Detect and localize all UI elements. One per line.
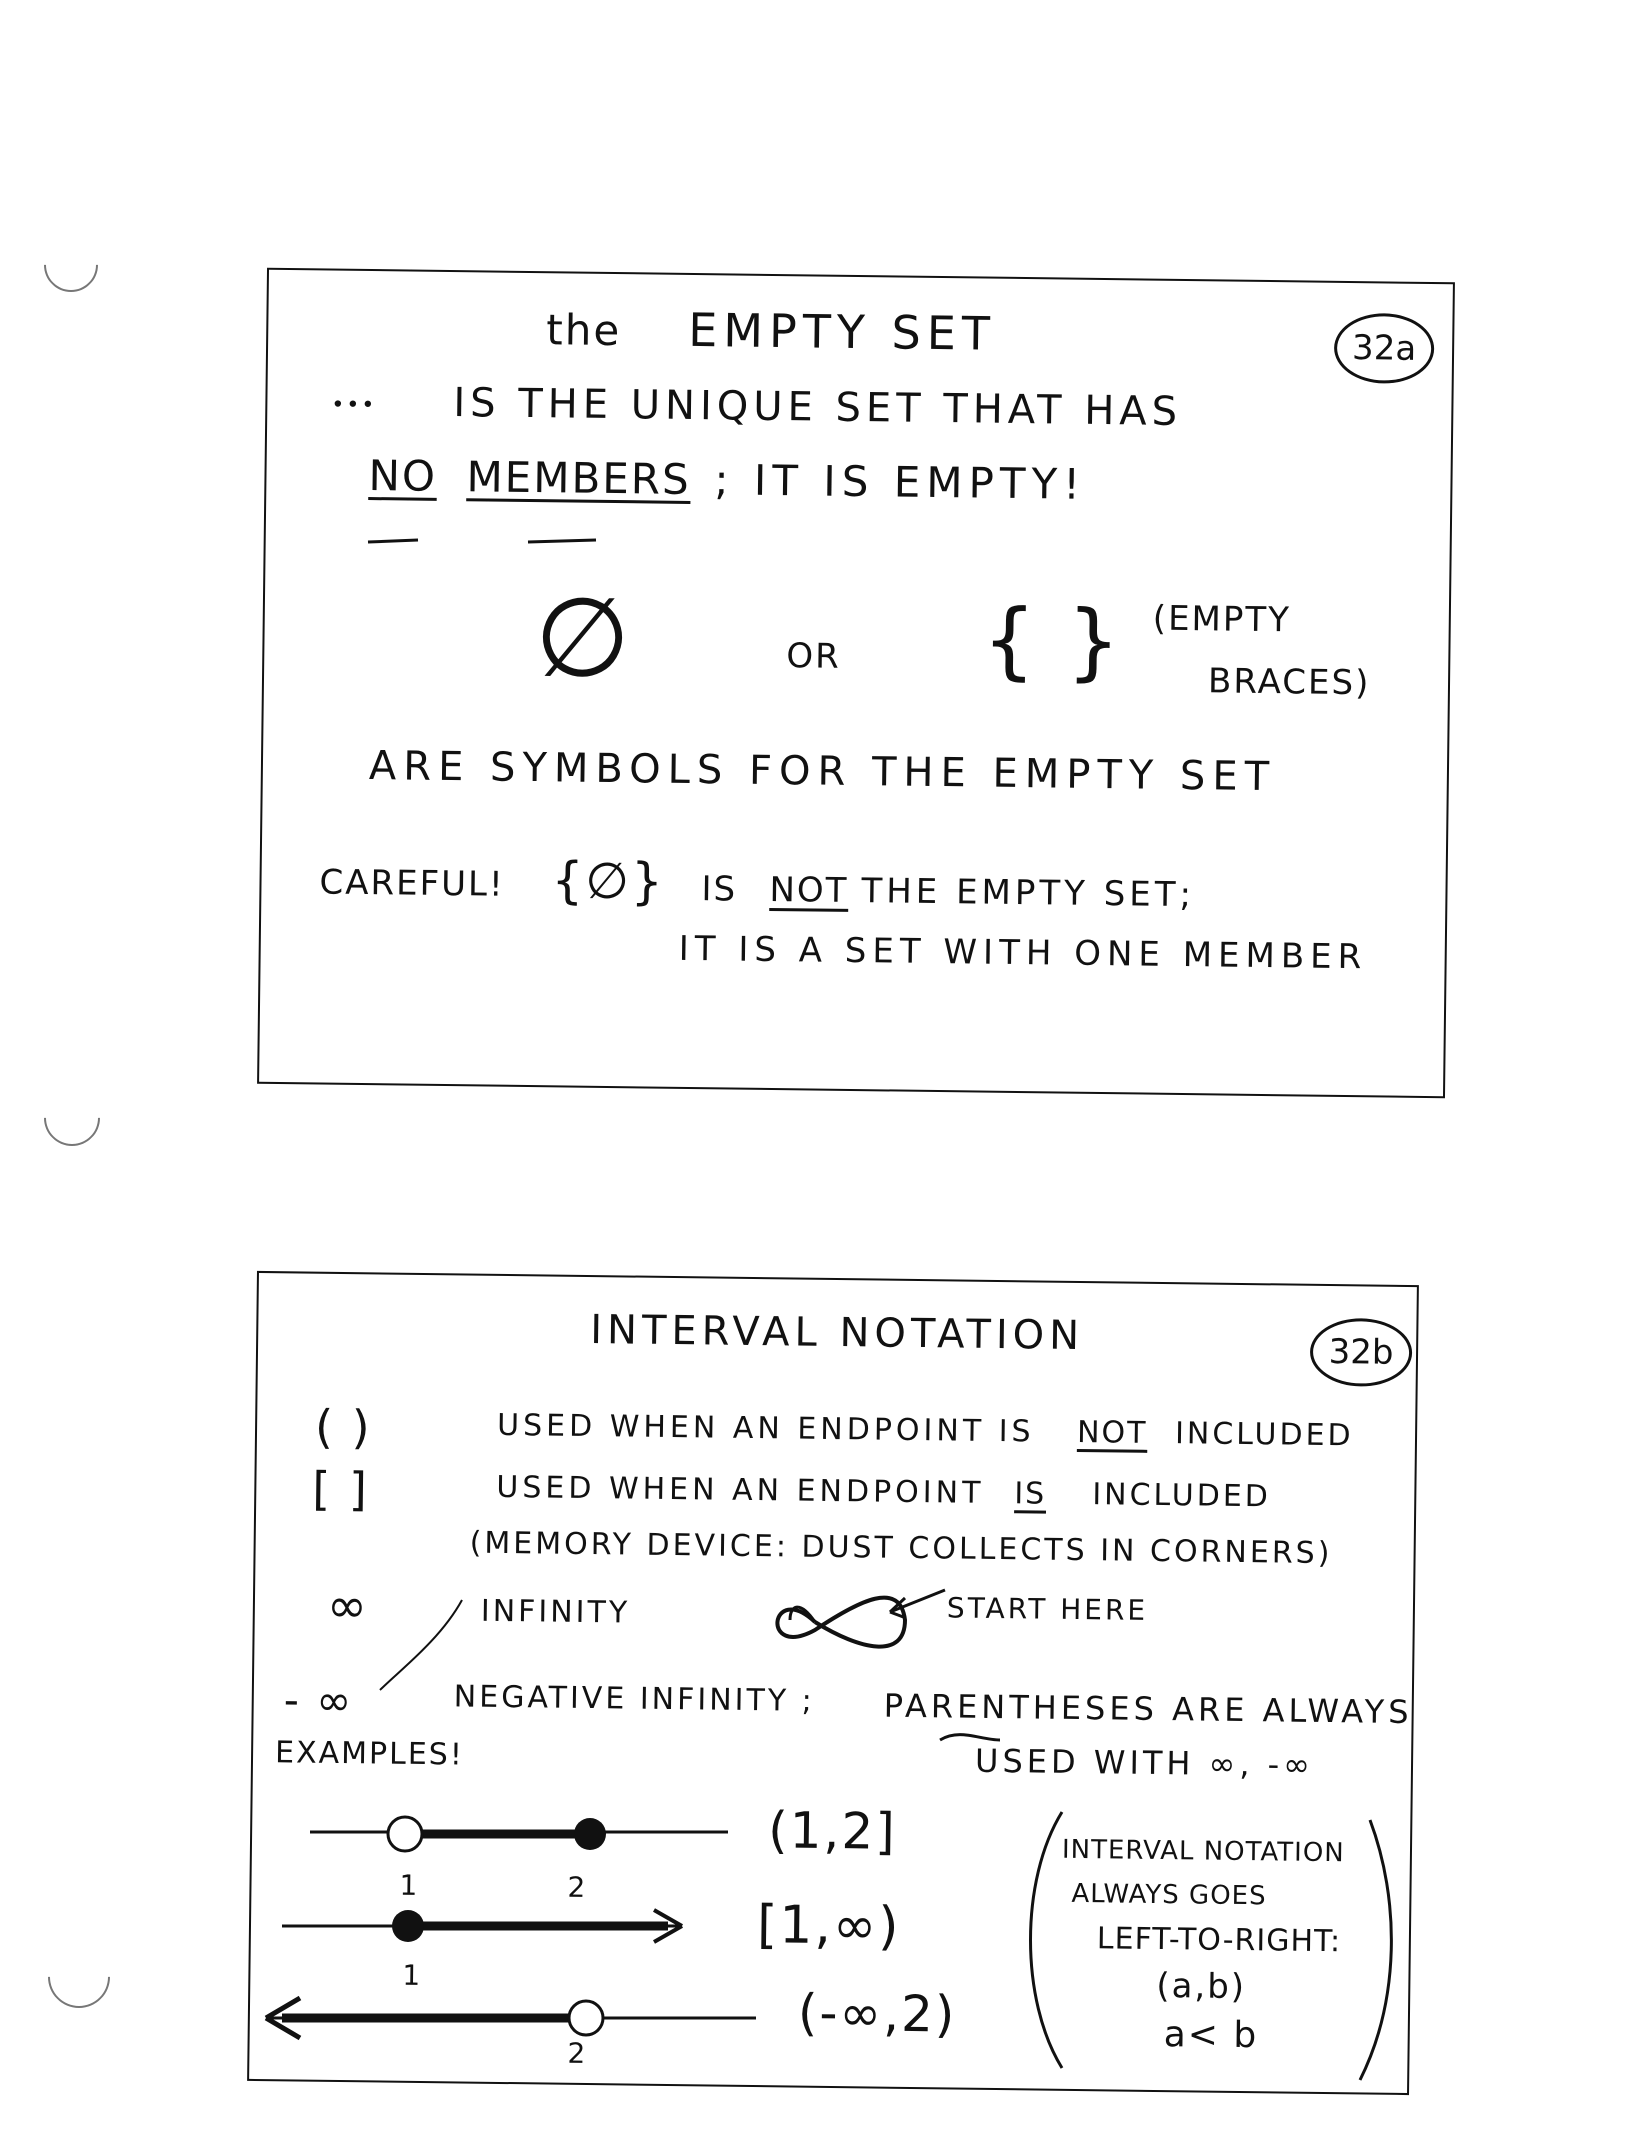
side-note-4: (a,b) xyxy=(1156,1965,1247,2008)
infinity-loop-left xyxy=(777,1598,905,1647)
neg-infinity-symbol: - ∞ xyxy=(283,1675,354,1726)
side-note-5: a< b xyxy=(1163,2014,1259,2057)
parens-note-2: USED WITH ∞, -∞ xyxy=(974,1741,1315,1784)
card-a-no: NO xyxy=(368,451,438,501)
members-double-underline xyxy=(528,540,596,542)
card-a-ellipsis: ••• xyxy=(331,392,377,419)
side-note-1: INTERVAL NOTATION xyxy=(1061,1834,1345,1869)
card-b-badge-text: 32b xyxy=(1328,1332,1394,1373)
number-line-1-closed-dot xyxy=(574,1818,606,1850)
infinity-drawing xyxy=(380,1590,945,1690)
card-a-title: EMPTY SET xyxy=(687,302,997,361)
card-a-title-lower: the xyxy=(545,305,622,356)
parens-note-1: PARENTHESES ARE ALWAYS xyxy=(883,1686,1413,1732)
example-3-notation: (-∞,2) xyxy=(797,1983,957,2044)
parentheses-tilde xyxy=(940,1735,1000,1740)
bracket-symbol: [ ] xyxy=(312,1461,370,1517)
number-line-1 xyxy=(310,1817,728,1851)
number-line-1-open-dot xyxy=(388,1817,422,1851)
card-a-careful-set: {∅} xyxy=(551,851,666,911)
card-a-or: OR xyxy=(786,636,841,677)
number-line-3-open-dot xyxy=(569,2001,603,2035)
card-b-title: INTERVAL NOTATION xyxy=(590,1307,1085,1360)
empty-set-symbol: ∅ xyxy=(533,573,634,703)
no-double-underline xyxy=(368,540,418,542)
example-1-tick-2: 2 xyxy=(567,1870,588,1905)
card-a-symbols-line: ARE SYMBOLS FOR THE EMPTY SET xyxy=(368,743,1277,801)
card-a-careful-line2: IT IS A SET WITH ONE MEMBER xyxy=(678,928,1368,978)
bracket-text-is: IS xyxy=(1014,1476,1047,1512)
example-2-notation: [1,∞) xyxy=(756,1895,901,1957)
number-line-2-closed-dot xyxy=(392,1910,424,1942)
card-a-members: MEMBERS xyxy=(466,452,691,504)
neg-infinity-label: NEGATIVE INFINITY ; xyxy=(453,1679,815,1719)
memory-device-note: (MEMORY DEVICE: DUST COLLECTS IN CORNERS) xyxy=(469,1525,1333,1572)
card-a-careful-rest: THE EMPTY SET; xyxy=(861,871,1196,916)
side-note-3: LEFT-TO-RIGHT: xyxy=(1096,1921,1342,1960)
paren-text-b: INCLUDED xyxy=(1174,1416,1354,1454)
number-line-3 xyxy=(266,1998,756,2038)
infinity-pointer-line xyxy=(380,1600,462,1690)
card-a-badge-text: 32a xyxy=(1351,328,1417,369)
side-note-right-paren xyxy=(1360,1820,1391,2080)
example-3-tick-2: 2 xyxy=(567,2036,588,2071)
card-a-line2-rest: ; IT IS EMPTY! xyxy=(714,455,1087,509)
infinity-symbol: ∞ xyxy=(326,1577,370,1635)
empty-braces-symbol: { } xyxy=(981,590,1123,691)
example-1-notation: (1,2] xyxy=(767,1801,898,1861)
infinity-label: INFINITY xyxy=(480,1593,631,1631)
paren-text-a: USED WHEN AN ENDPOINT IS xyxy=(496,1407,1035,1450)
card-a-careful: CAREFUL! xyxy=(319,862,505,905)
card-a-paren-note-2: BRACES) xyxy=(1207,661,1371,704)
start-here-label: START HERE xyxy=(946,1591,1149,1627)
card-a-line1: IS THE UNIQUE SET THAT HAS xyxy=(453,380,1183,435)
side-note-left-paren xyxy=(1031,1812,1063,2068)
card-a-careful-is: IS xyxy=(701,869,738,910)
card-a-careful-not: NOT xyxy=(769,869,849,911)
bracket-text-a: USED WHEN AN ENDPOINT xyxy=(496,1469,985,1511)
side-note-2: ALWAYS GOES xyxy=(1071,1878,1267,1912)
example-1-tick-1: 1 xyxy=(399,1868,420,1902)
example-2-tick-1: 1 xyxy=(402,1958,423,1993)
examples-label: EXAMPLES! xyxy=(274,1735,465,1773)
paren-symbol: ( ) xyxy=(314,1399,372,1455)
number-line-2 xyxy=(282,1910,682,1942)
card-a-paren-note-1: (EMPTY xyxy=(1152,598,1292,641)
paren-text-not: NOT xyxy=(1076,1414,1148,1451)
bracket-text-b: INCLUDED xyxy=(1092,1477,1272,1515)
